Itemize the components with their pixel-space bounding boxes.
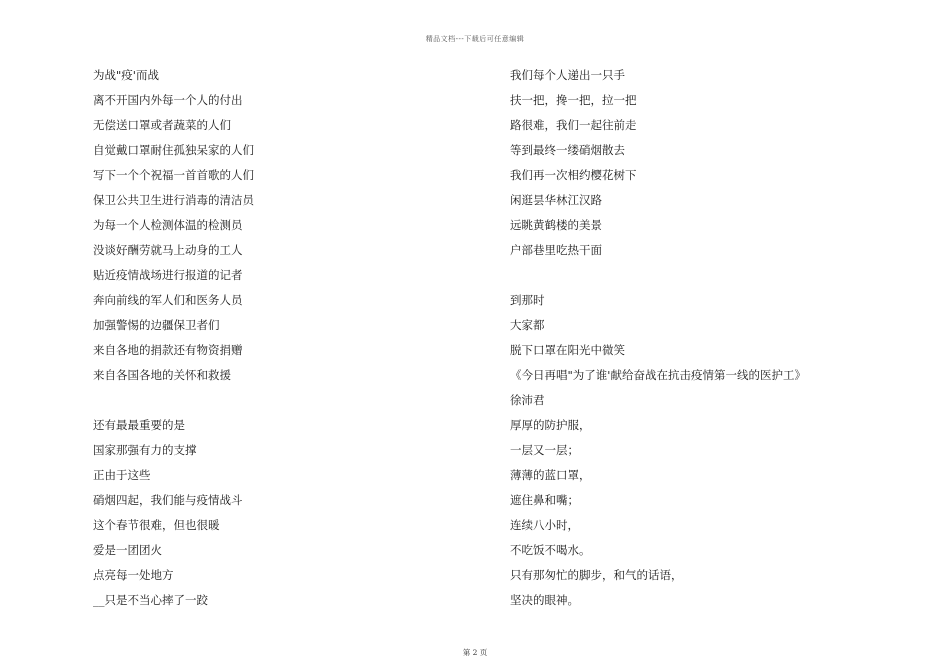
poem-author: 徐沛君 (510, 393, 545, 407)
text-line: 保卫公共卫生进行消毒的清洁员 (93, 193, 254, 207)
text-line: 奔向前线的军人们和医务人员 (93, 293, 243, 307)
text-line: 贴近疫情战场进行报道的记者 (93, 268, 243, 282)
text-line: 正由于这些 (93, 468, 151, 482)
text-line: 还有最最重要的是 (93, 418, 185, 432)
text-line: 无偿送口罩或者蔬菜的人们 (93, 118, 231, 132)
text-line: 国家那强有力的支撑 (93, 443, 197, 457)
text-line: 脱下口罩在阳光中微笑 (510, 343, 625, 357)
text-line: 闲逛昙华林江汉路 (510, 193, 602, 207)
text-line: 我们每个人递出一只手 (510, 68, 625, 82)
text-line: 写下一个个祝福一首首歌的人们 (93, 168, 254, 182)
text-line: 薄薄的蓝口罩， (510, 468, 591, 482)
text-line: 扶一把，搀一把，拉一把 (510, 93, 637, 107)
text-line: 遮住鼻和嘴； (510, 493, 579, 507)
text-line: 大家都 (510, 318, 545, 332)
text-line: 坚决的眼神。 (510, 593, 579, 607)
text-line: 为每一个人检测体温的检测员 (93, 218, 243, 232)
left-column (93, 67, 254, 617)
text-line: 不吃饭不喝水。 (510, 543, 591, 557)
text-line: 硝烟四起，我们能与疫情战斗 (93, 493, 243, 507)
text-line: 加强警惕的边疆保卫者们 (93, 318, 220, 332)
text-line: 离不开国内外每一个人的付出 (93, 93, 243, 107)
text-line: 这个春节很难，但也很暖 (93, 518, 220, 532)
text-line: 自觉戴口罩耐住孤独呆家的人们 (93, 143, 254, 157)
text-line: 连续八小时， (510, 518, 579, 532)
page-number: 第 2 页 (462, 648, 488, 657)
text-line: 点亮每一处地方 (93, 568, 174, 582)
text-line: 来自各国各地的关怀和救援 (93, 368, 231, 382)
text-line: 爱是一团团火 (93, 543, 162, 557)
text-line: 厚厚的防护服， (510, 418, 591, 432)
text-line: 我们再一次相约樱花树下 (510, 168, 637, 182)
page-header: 精品文档---下载后可任意编辑 (425, 35, 525, 43)
text-line: __只是不当心摔了一跤 (93, 593, 208, 607)
text-line: 一层又一层； (510, 443, 579, 457)
text-line: 来自各地的捐款还有物资捐赠 (93, 343, 243, 357)
text-line: 到那时 (510, 293, 545, 307)
text-line: 为战"疫'而战 (93, 68, 159, 82)
blank-line (510, 267, 806, 292)
text-line: 没谈好酬劳就马上动身的工人 (93, 243, 243, 257)
text-line: 等到最终一缕硝烟散去 (510, 143, 625, 157)
text-line: 只有那匆忙的脚步，和气的话语， (510, 568, 683, 582)
text-line: 路很难，我们一起往前走 (510, 118, 637, 132)
poem-title: 《今日再唱"为了谁'献给奋战在抗击疫情第一线的医护工》 (510, 368, 806, 382)
text-line: 远眺黄鹤楼的美景 (510, 218, 602, 232)
right-column (510, 67, 806, 617)
blank-line (93, 392, 254, 417)
text-line: 户部巷里吃热干面 (510, 243, 602, 257)
